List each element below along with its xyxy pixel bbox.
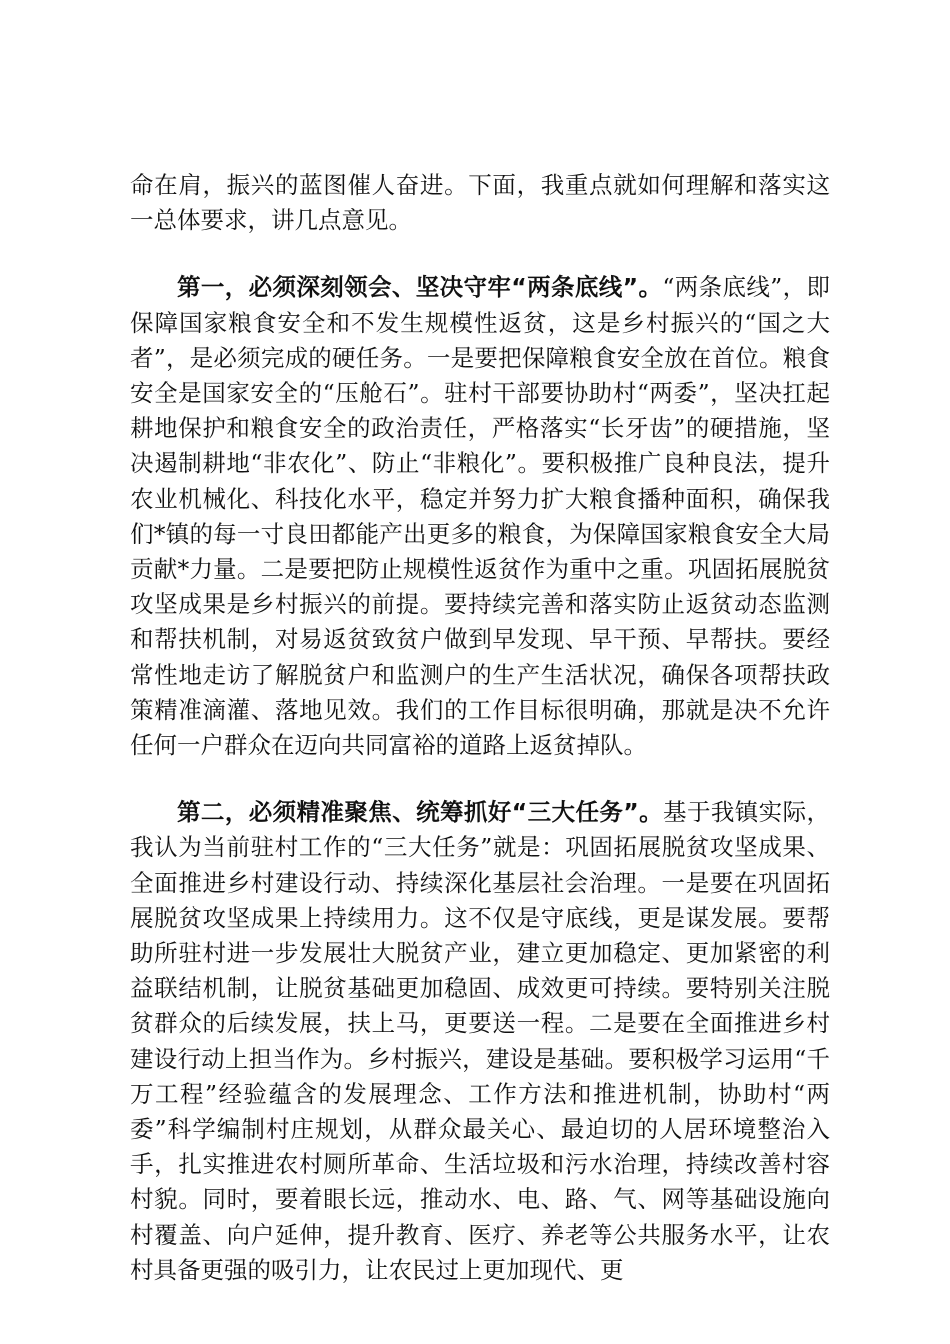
paragraph-lead: 第一，必须深刻领会、坚决守牢“两条底线”。 — [177, 273, 663, 302]
paragraph-first-point — [130, 270, 830, 763]
paragraph-lead: 第二，必须精准聚焦、统筹抓好“三大任务”。 — [177, 798, 664, 827]
paragraph-text: 命在肩，振兴的蓝图催人奋进。下面，我重点就如何理解和落实这一总体要求，讲几点意见。 — [130, 171, 830, 235]
paragraph-intro — [130, 168, 830, 238]
paragraph-text: 基于我镇实际，我认为当前驻村工作的“三大任务”就是：巩固拓展脱贫攻坚成果、全面推进乡村建设行动、持续深化基层社会治理。一是要在巩固拓展脱贫攻坚成果上持续用力。这不仅是守底线，更是谋发展。要帮助所驻村进一步发展壮大脱贫产业，建立更加稳定、更加紧密的利益联结机制，让脱贫基础更加稳固、成效更可持续。要特别关注脱贫群众的后续发展，扶上马，更要送一程。二是要在全面推进乡村建设行动上担当作为。乡村振兴，建设是基础。要积极学习运用“千万工程”经验蕴含的发展理念、工作方法和推进机制，协助村“两委”科学编制村庄规划，从群众最关心、最迫切的人居环境整治入手，扎实推进农村厕所革命、生活垃圾和污水治理，持续改善村容村貌。同时，要着眼长远，推动水、电、路、气、网等基础设施向村覆盖、向户延伸，提升教育、医疗、养老等公共服务水平，让农村具备更强的吸引力，让农民过上更加现代、更 — [130, 798, 830, 1284]
paragraph-text: “两条底线”，即保障国家粮食安全和不发生规模性返贫，这是乡村振兴的“国之大者”，是必须完成的硬任务。一是要把保障粮食安全放在首位。粮食安全是国家安全的“压舱石”。驻村干部要协助村“两委”，坚决扛起耕地保护和粮食安全的政治责任，严格落实“长牙齿”的硬措施，坚决遏制耕地“非农化”、防止“非粮化”。要积极推广良种良法，提升农业机械化、科技化水平，稳定并努力扩大粮食播种面积，确保我们*镇的每一寸良田都能产出更多的粮食，为保障国家粮食安全大局贡献*力量。二是要把防止规模性返贫作为重中之重。巩固拓展脱贫攻坚成果是乡村振兴的前提。要持续完善和落实防止返贫动态监测和帮扶机制，对易返贫致贫户做到早发现、早干预、早帮扶。要经常性地走访了解脱贫户和监测户的生产生活状况，确保各项帮扶政策精准滴灌、落地见效。我们的工作目标很明确，那就是决不允许任何一户群众在迈向共同富裕的道路上返贫掉队。 — [130, 273, 831, 760]
document-page — [130, 168, 830, 1320]
paragraph-second-point — [130, 795, 830, 1288]
